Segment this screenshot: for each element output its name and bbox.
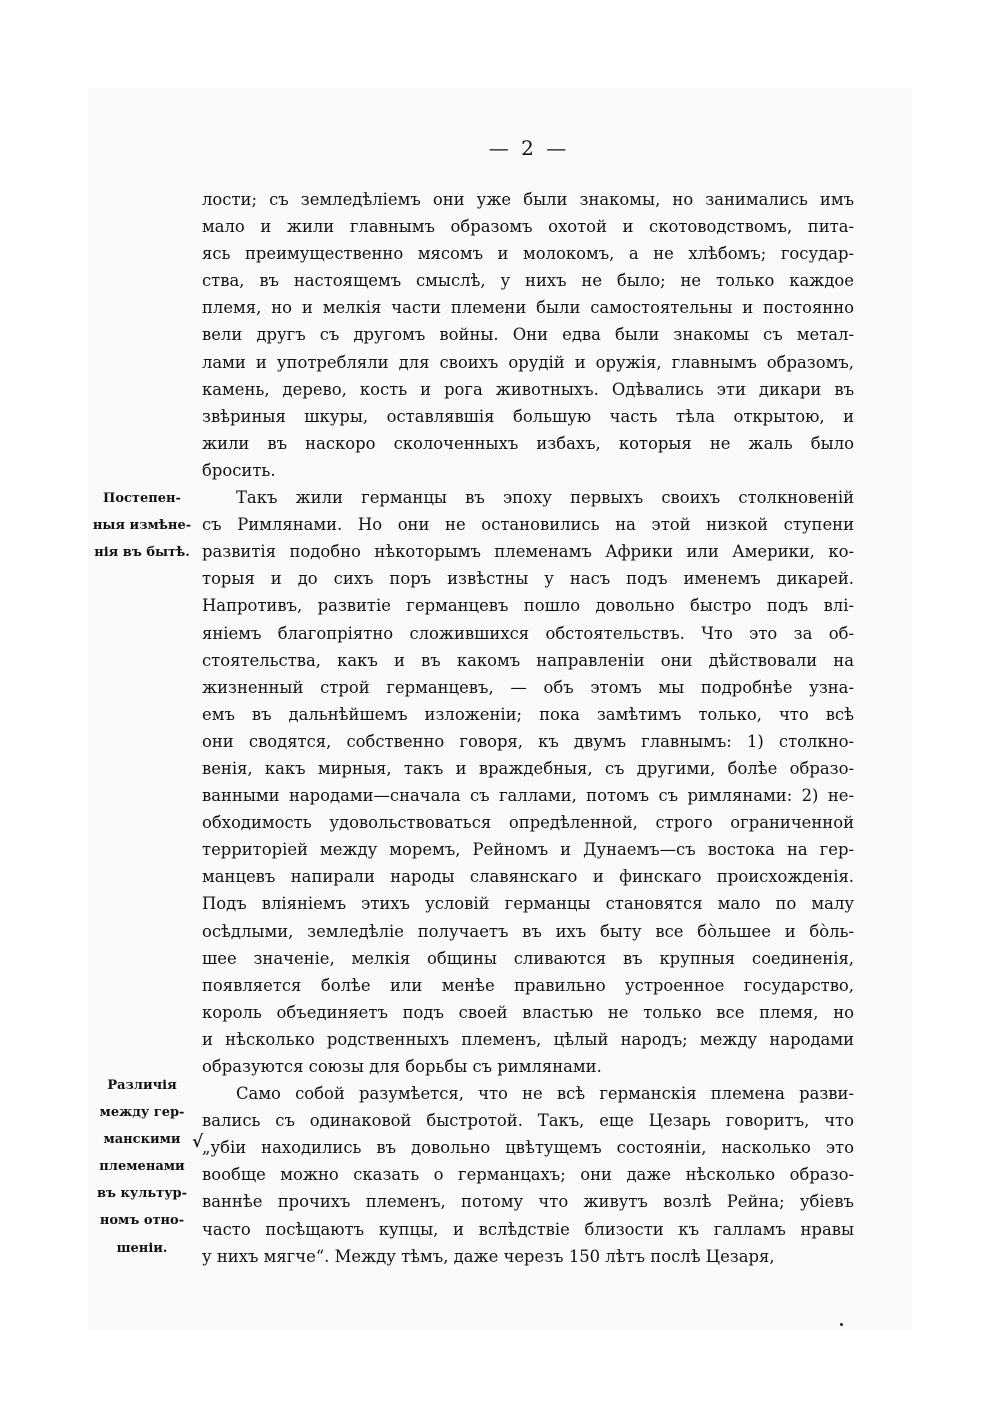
- text-line: шее значеніе, мелкія общины сливаются въ крупныя соединенія,: [202, 948, 854, 968]
- text-line: ства, въ настоящемъ смыслѣ, у нихъ не было; не только каждое: [202, 271, 854, 291]
- text-line: лости; съ земледѣліемъ они уже были знакомы, но занимались имъ: [202, 190, 854, 209]
- text-line: племя, но и мелкія части племени были самостоятельны и постоянно: [202, 298, 854, 318]
- text-line: король объединяетъ подъ своей властью не только все племя, но: [202, 1002, 854, 1022]
- page-number: — 2 —: [488, 136, 570, 160]
- text-line: осѣдлыми, земледѣліе получаетъ въ ихъ быту все бо̀льшее и бо̀ль-: [202, 921, 854, 941]
- text-line: манцевъ напирали народы славянскаго и финскаго происхожденія.: [202, 867, 854, 887]
- text-line: звѣриныя шкуры, оставлявшія большую часть тѣла открытою, и: [202, 406, 854, 426]
- check-mark-icon: √: [192, 1132, 204, 1152]
- margin-note-line: между гер-: [99, 1105, 185, 1121]
- text-line: образуются союзы для борьбы съ римлянами.: [202, 1057, 602, 1076]
- margin-note-line: ныя измѣне-: [92, 518, 192, 534]
- text-line: Напротивъ, развитіе германцевъ пошло довольно быстро подъ влі-: [202, 596, 854, 616]
- text-line: у нихъ мягче“. Между тѣмъ, даже черезъ 150 лѣтъ послѣ Цезаря,: [202, 1246, 775, 1266]
- text-line: бросить.: [202, 460, 276, 480]
- margin-note-line: Различія: [107, 1078, 177, 1093]
- ink-speck: [840, 1323, 843, 1326]
- text-line: стоятельства, какъ и въ какомъ направленіи они дѣйствовали на: [202, 650, 854, 670]
- text-line: вели другъ съ другомъ войны. Они едва были знакомы съ метал-: [202, 325, 854, 345]
- text-line: обходимость удовольствоваться опредѣленной, строго ограниченной: [202, 813, 854, 833]
- margin-note-cultural-differences: [86, 1072, 198, 1262]
- text-line: и нѣсколько родственныхъ племенъ, цѣлый народъ; между народами: [202, 1029, 854, 1049]
- text-line: вообще можно сказать о германцахъ; они даже нѣсколько образо-: [202, 1165, 854, 1185]
- text-line: лами и употребляли для своихъ орудій и оружія, главнымъ образомъ,: [202, 352, 854, 372]
- margin-note-line: Постепен-: [103, 491, 181, 506]
- text-line: торыя и до сихъ поръ извѣстны у насъ подъ именемъ дикарей.: [202, 569, 854, 589]
- text-line: Такъ жили германцы въ эпоху первыхъ своихъ столкновеній: [236, 488, 854, 508]
- text-line: яніемъ благопріятно сложившихся обстоятельствъ. Что это за об-: [202, 623, 854, 643]
- text-line: венія, какъ мирныя, такъ и враждебныя, съ другими, болѣе образо-: [202, 758, 854, 778]
- margin-note-line: манскими: [103, 1132, 181, 1148]
- text-line: мало и жили главнымъ образомъ охотой и скотоводствомъ, пита-: [202, 217, 854, 237]
- margin-note-line: нія въ бытѣ.: [94, 545, 190, 561]
- text-line: часто посѣщаютъ купцы, и вслѣдствіе близости къ галламъ нравы: [202, 1219, 854, 1239]
- text-line: жили въ наскоро сколоченныхъ избахъ, которыя не жаль было: [202, 433, 854, 453]
- text-line: камень, дерево, кость и рога животныхъ. Одѣвались эти дикари въ: [202, 379, 854, 399]
- margin-note-line: въ культур-: [96, 1186, 188, 1202]
- text-line: съ Римлянами. Но они не остановились на этой низкой ступени: [202, 515, 854, 535]
- text-line: территоріей между моремъ, Рейномъ и Дунаемъ—съ востока на гер-: [202, 840, 854, 860]
- text-line: они сводятся, собственно говоря, къ двумъ главнымъ: 1) столкно-: [202, 731, 854, 751]
- margin-note-gradual-changes: [86, 485, 198, 566]
- text-line: вались съ одинаковой быстротой. Такъ, еще Цезарь говоритъ, что: [202, 1111, 854, 1131]
- text-line: Подъ вліяніемъ этихъ условій германцы становятся мало по малу: [202, 894, 854, 914]
- margin-note-line: номъ отно-: [99, 1213, 185, 1229]
- text-line: Само собой разумѣется, что не всѣ германскія племена разви-: [236, 1084, 854, 1104]
- text-line: емъ въ дальнѣйшемъ изложеніи; пока замѣтимъ только, что всѣ: [202, 704, 854, 724]
- margin-note-line: племенами: [99, 1159, 185, 1175]
- text-line: ванными народами—сначала съ галлами, потомъ съ римлянами: 2) не-: [202, 786, 854, 806]
- text-line: появляется болѣе или менѣе правильно устроенное государство,: [202, 975, 854, 995]
- text-line: „убіи находились въ довольно цвѣтущемъ состояніи, насколько это: [202, 1138, 854, 1158]
- text-line: развитія подобно нѣкоторымъ племенамъ Африки или Америки, ко-: [202, 542, 854, 562]
- body-text: [202, 186, 854, 1270]
- text-line: ваннѣе прочихъ племенъ, потому что живутъ возлѣ Рейна; убіевъ: [202, 1192, 854, 1212]
- margin-note-line: шеніи.: [116, 1240, 168, 1256]
- text-line: ясь преимущественно мясомъ и молокомъ, а не хлѣбомъ; государ-: [202, 244, 854, 264]
- text-line: жизненный строй германцевъ, — объ этомъ мы подробнѣе узна-: [202, 677, 854, 697]
